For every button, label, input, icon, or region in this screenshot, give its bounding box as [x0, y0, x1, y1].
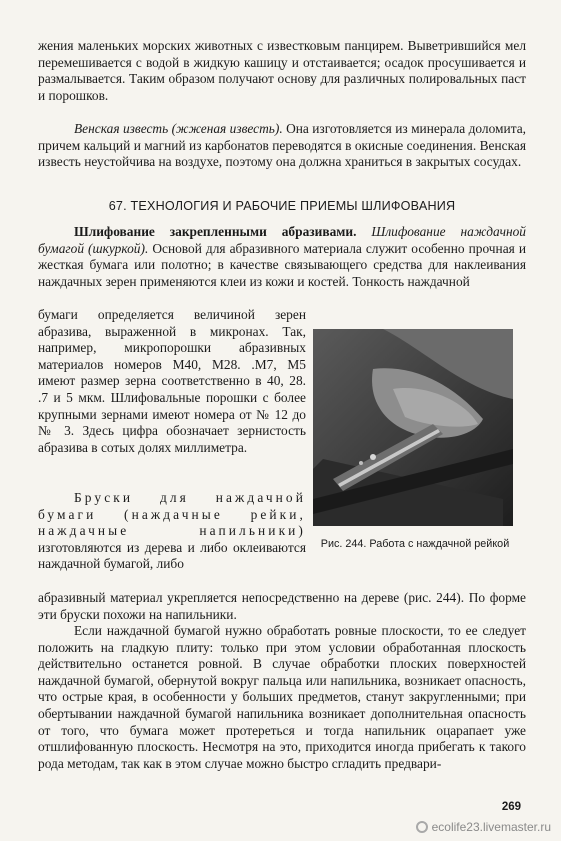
paragraph-chalk-text: жения маленьких морских животных с известковым панцирем. Выветрившийся мел перемешивается с водой в жидкую кашицу и отстаивается; осадок просушивается и размалывается. Таким образом получают основу для различных полировальных паст и порошков. — [38, 38, 526, 103]
paragraph-grinding-intro — [38, 224, 526, 290]
paragraph-grain-size — [38, 307, 306, 456]
paragraph-flat-surfaces — [38, 623, 526, 772]
flat-surfaces-text: Если наждачной бумагой нужно обработать ровные плоскости, то ее следует положить на гладкую плиту: только при этом условии обработанная плоскость действительно останется ровной. В случае обработки плоских поверхностей наждачной бумагой, обернутой вокруг пальца или напильника, возникает опасность, что острые края, в особенности у больших предметов, станут закругленными; при обертывании наждачной бумагой напильника возникает дополнительная опасность от того, что бумага может протереться и тогда напильник оцарапает уже отшлифованную плоскость. Несмотря на это, приходится иногда прибегать к такого рода методам, так как в этом случае можно быстро сгладить предвари- — [38, 623, 526, 771]
grinding-bold-term: Шлифование закрепленными абразивами. — [74, 224, 357, 239]
bars-continued-text: абразивный материал укрепляется непосредственно на дереве (рис. 244). По форме эти бруски похожи на напильники. — [38, 590, 526, 622]
paragraph-bars-continued — [38, 590, 526, 623]
figure-244-photo — [313, 329, 513, 526]
grinding-italic-term: Шлифование наждачной бумагой (шкуркой). — [38, 224, 526, 256]
paragraph-vienna-lime — [38, 121, 526, 171]
grinding-intro-text: Основой для абразивного материала служит особенно прочная и жесткая бумага или полотно; в качестве связывающего средства для наклеивания наждачных зерен применяются клеи из кожи и костей. Тонкость наждачной — [38, 240, 526, 289]
watermark-logo-icon — [416, 821, 428, 833]
figure-caption: Рис. 244. Работа с наждачной рейкой — [320, 538, 510, 550]
vienna-lime-term: Венская известь (жженая известь). — [74, 121, 283, 136]
vienna-lime-text: Она изготовляется из минерала доломита, причем кальций и магний из карбонатов переводятся в окисные соединения. Венская известь неустойчива на воздухе, поэтому она должна храниться в закрытых сосудах. — [38, 121, 526, 170]
watermark — [416, 820, 551, 834]
paragraph-chalk — [38, 38, 526, 104]
paragraph-bars — [38, 490, 306, 573]
bars-text: изготовляются из дерева и либо оклеиваются наждачной бумагой, либо — [38, 539, 306, 572]
grain-size-text: бумаги определяется величиной зерен абразива, выраженной в микронах. Так, например, микропорошки абразивных материалов номеров М40, М28. .М7, М5 имеют размер зерна соответственно в 40, 28. .7 и 5 мкм. Шлифовальные порошки с более крупными зернами имеют номера от № 12 до № 3. Здесь цифра обозначает зернистость абразива в сотых долях миллиметра. — [38, 307, 306, 455]
section-heading: 67. ТЕХНОЛОГИЯ И РАБОЧИЕ ПРИЕМЫ ШЛИФОВАНИЯ — [108, 199, 456, 213]
watermark-text: ecolife23.livemaster.ru — [431, 820, 551, 834]
page-number: 269 — [501, 801, 521, 813]
bars-spaced-term: Бруски для наждачной бумаги (наждачные рейки, наждачные напильники) — [38, 490, 306, 539]
